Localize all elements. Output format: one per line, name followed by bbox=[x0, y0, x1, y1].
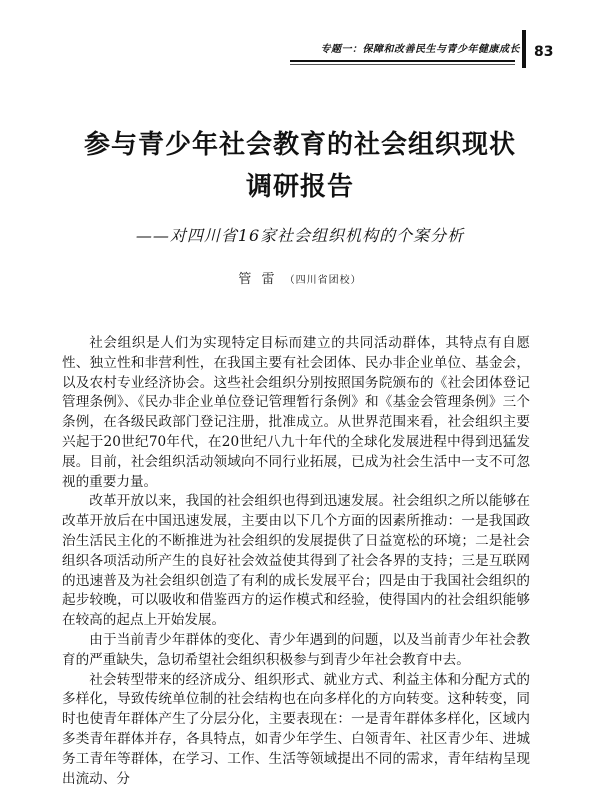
header-rule-thin bbox=[290, 64, 515, 65]
article-title-line2: 调研报告 bbox=[245, 172, 354, 202]
author-affiliation: （四川省团校） bbox=[284, 275, 362, 286]
paragraph-3: 由于当前青少年群体的变化、青少年遇到的问题，以及当前青少年社会教育的严重缺失，急切希望社会组织积极参与到青少年社会教育中去。 bbox=[62, 631, 530, 668]
running-title: 专题一：保障和改善民生与青少年健康成长 bbox=[320, 44, 520, 55]
header-rule bbox=[290, 60, 515, 62]
author-name: 管 雷 bbox=[238, 272, 278, 287]
page-number: 83 bbox=[534, 44, 554, 60]
paragraph-1: 社会组织是人们为实现特定目标而建立的共同活动群体，其特点有自愿性、独立性和非营利性，在我国主要有社会团体、民办非企业单位、基金会，以及农村专业经济协会。这些社会组织分别按照国务院颁布的《社会团体登记管理条例》、《民办非企业单位登记管理暂行条例》和《基金会管理条例》三个条例，在各级民政部门登记注册，批准成立。从世界范围来看，社会组织主要兴起于20世纪70年代，在20世纪八九十年代的全球化发展进程中得到迅猛发展。目前，社会组织活动领域向不同行业拓展，已成为社会生活中一支不可忽视的重要力量。 bbox=[62, 335, 530, 490]
page-number-bar bbox=[522, 30, 526, 68]
running-header bbox=[0, 0, 600, 80]
paragraph-4: 社会转型带来的经济成分、组织形式、就业方式、利益主体和分配方式的多样化，导致传统单位制的社会结构也在向多样化的方向转变。这种转变，同时也使青年群体产生了分层分化，主要表现在：一是青年群体多样化，区域内多类青年群体并存，各具特点，如青少年学生、白领青年、社区青少年、进城务工青年等群体，在学习、工作、生活等领域提出不同的需求，青年结构呈现出流动、分 bbox=[62, 671, 530, 787]
article-body bbox=[62, 334, 530, 789]
article-title-line1: 参与青少年社会教育的社会组织现状 bbox=[83, 130, 516, 160]
article-subtitle: ——对四川省16家社会组织机构的个案分析 bbox=[135, 226, 465, 245]
paragraph-2: 改革开放以来，我国的社会组织也得到迅速发展。社会组织之所以能够在改革开放后在中国迅速发展，主要由以下几个方面的因素所推动：一是我国政治生活民主化的不断推进为社会组织的发展提供了日益宽松的环境；二是社会组织各项活动所产生的良好社会效益使其得到了社会各界的支持；三是互联网的迅速普及为社会组织创造了有利的成长发展平台；四是由于我国社会组织的起步较晚，可以吸收和借鉴西方的运作模式和经验，使得国内的社会组织能够在较高的起点上开始发展。 bbox=[62, 493, 530, 629]
author-line bbox=[40, 268, 560, 287]
